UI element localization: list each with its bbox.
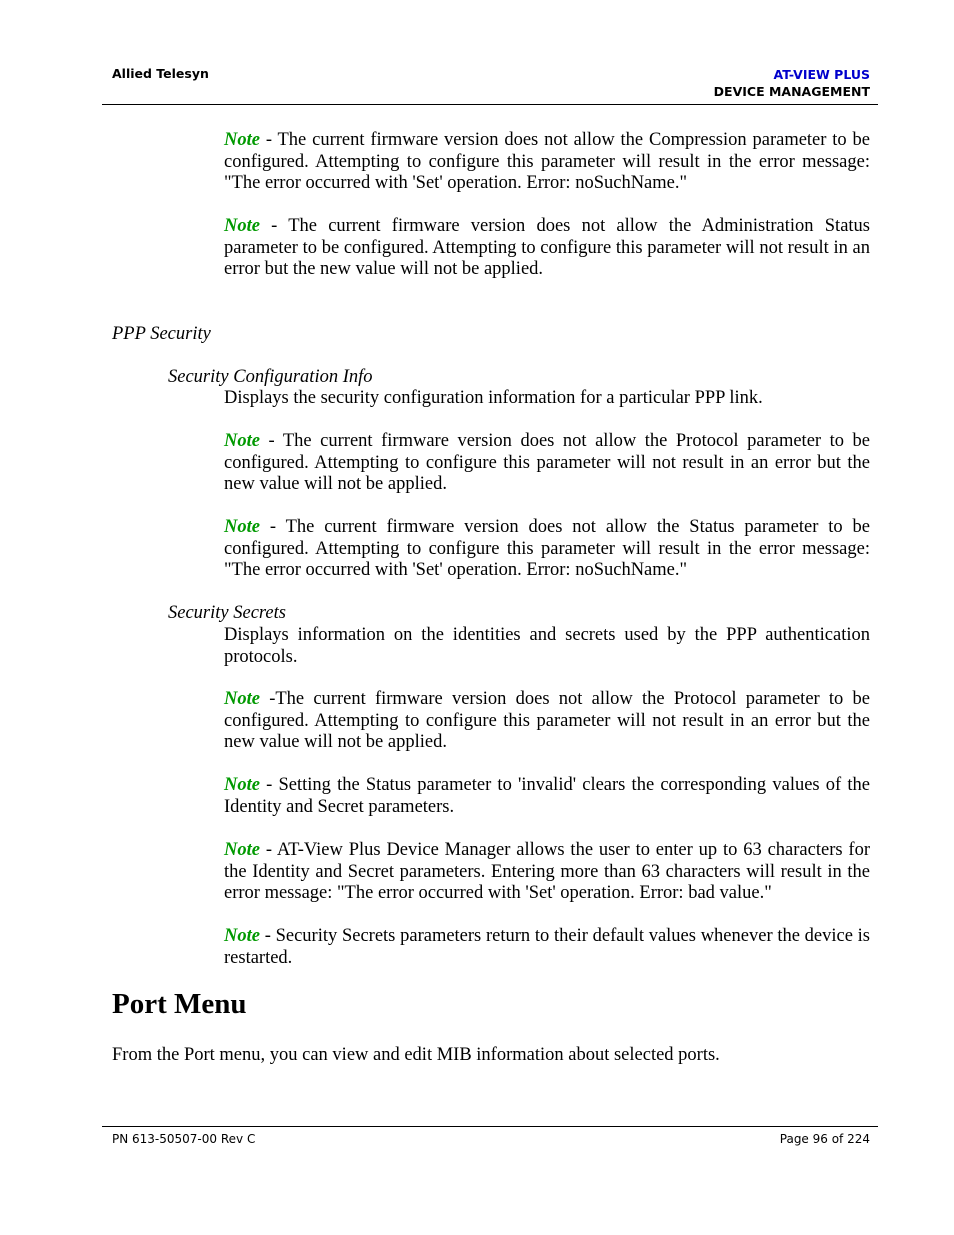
note-secrets-length [224, 840, 870, 905]
note-text: - AT-View Plus Device Manager allows the user to enter up to 63 characters for the Identity and Secret parameters. Entering more than 63 characters will result in the error message: "The error occurred with 'Set' operation. Error: bad value." [224, 840, 870, 904]
header-section: DEVICE MANAGEMENT [713, 84, 870, 99]
header-title-block [714, 66, 870, 100]
security-config-info-description: Displays the security configuration information for a particular PPP link. [224, 388, 763, 408]
note-label: Note [224, 926, 260, 946]
note-label: Note [224, 689, 260, 709]
note-text: - The current firmware version does not allow the Protocol parameter to be configured. Attempting to configure this parameter will not result in an error but the new value will not be applied. [224, 431, 870, 495]
note-text: - Security Secrets parameters return to their default values whenever the device is restarted. [224, 926, 870, 968]
note-secrets-status [224, 775, 870, 818]
note-text: - The current firmware version does not allow the Administration Status parameter to be configured. Attempting to configure this parameter will not result in an error but the new value will not be applied. [224, 216, 870, 280]
note-label: Note [224, 216, 260, 236]
note-text: - Setting the Status parameter to 'invalid' clears the corresponding values of the Identity and Secret parameters. [224, 775, 870, 817]
security-secrets-heading: Security Secrets [168, 603, 286, 623]
ppp-security-heading: PPP Security [112, 324, 211, 344]
note-secrets-defaults [224, 926, 870, 969]
security-config-info-heading: Security Configuration Info [168, 367, 373, 387]
note-text: - The current firmware version does not allow the Status parameter to be configured. Attempting to configure this parameter will result in the error message: "The error occurred with 'Set' operation. Error: noSuchName." [224, 517, 870, 581]
note-text: - The current firmware version does not allow the Compression parameter to be configured. Attempting to configure this parameter will result in the error message: "The error occurred with 'Set' operation. Error: noSuchName." [224, 130, 870, 194]
footer-page-number: Page 96 of 224 [779, 1132, 870, 1146]
port-menu-description: From the Port menu, you can view and edit MIB information about selected ports. [112, 1045, 720, 1065]
note-text: -The current firmware version does not allow the Protocol parameter to be configured. Attempting to configure this parameter will not result in an error but the new value will not be applied. [224, 689, 870, 753]
security-secrets-description: Displays information on the identities and secrets used by the PPP authentication protocols. [224, 625, 870, 667]
header-divider [102, 104, 878, 105]
header-product: AT-VIEW PLUS [773, 67, 870, 82]
note-label: Note [224, 431, 260, 451]
note-admin-status [224, 216, 870, 281]
note-config-protocol [224, 431, 870, 496]
note-label: Note [224, 775, 260, 795]
note-label: Note [224, 517, 260, 537]
note-compression [224, 130, 870, 195]
port-menu-heading: Port Menu [112, 988, 247, 1020]
footer-divider [102, 1126, 878, 1127]
note-label: Note [224, 130, 260, 150]
note-config-status [224, 517, 870, 582]
note-secrets-protocol [224, 689, 870, 754]
note-label: Note [224, 840, 260, 860]
footer-part-number: PN 613-50507-00 Rev C [112, 1132, 256, 1146]
header-company: Allied Telesyn [112, 66, 209, 81]
